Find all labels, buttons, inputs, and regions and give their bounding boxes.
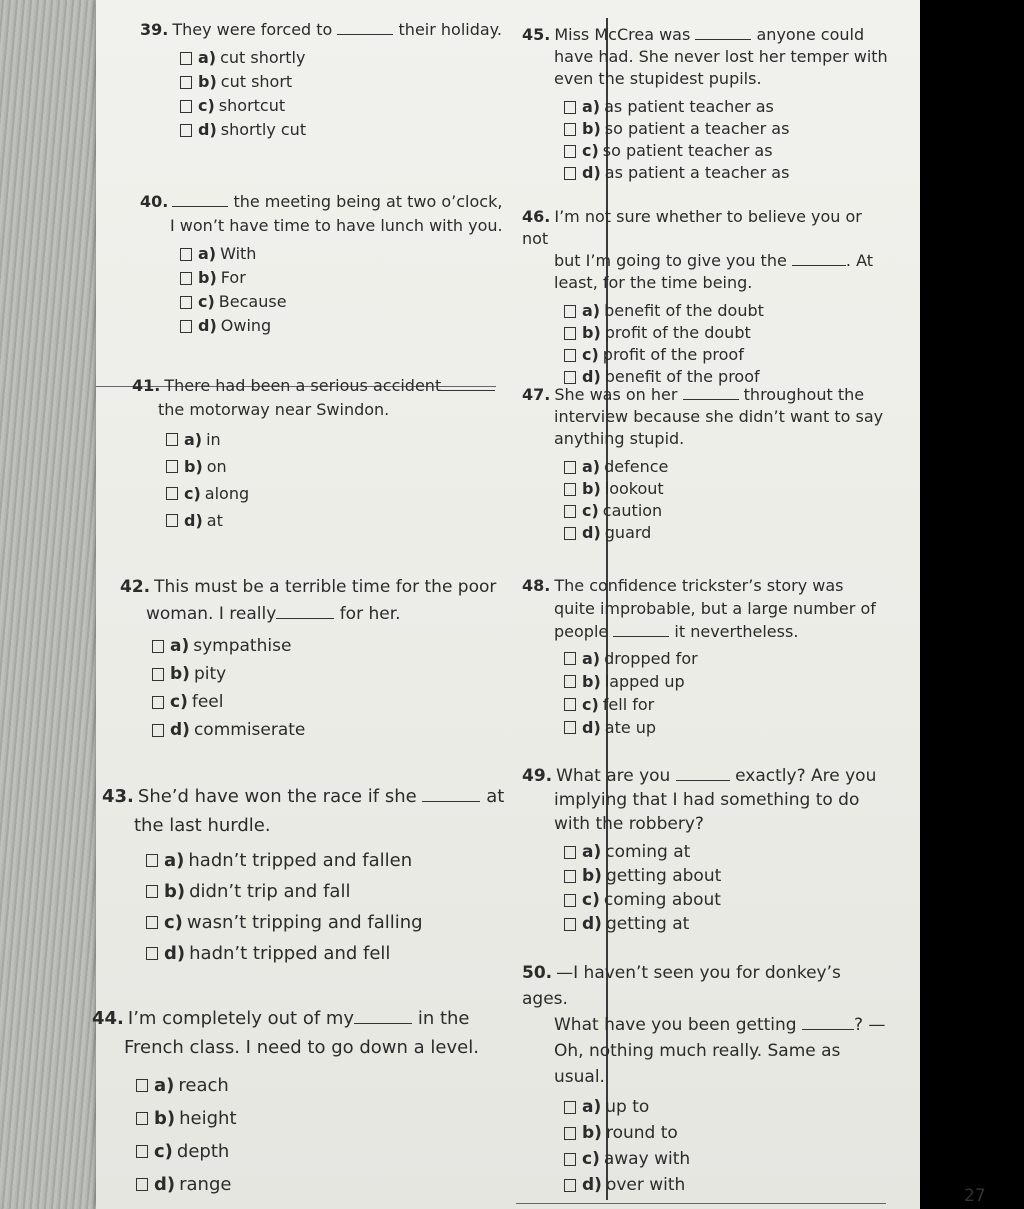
- option-text: feel: [191, 692, 224, 712]
- checkbox[interactable]: [152, 640, 164, 653]
- answer-blank: [354, 1023, 412, 1024]
- option-d[interactable]: [564, 716, 892, 739]
- question-text: Miss McCrea was: [554, 25, 691, 44]
- question-39: [140, 18, 560, 142]
- option-text: in: [206, 430, 221, 449]
- option-c[interactable]: [564, 888, 892, 912]
- question-text: woman. I really: [146, 604, 277, 624]
- option-c[interactable]: [146, 908, 572, 937]
- checkbox[interactable]: [136, 1145, 148, 1158]
- question-number: 45.: [522, 25, 551, 44]
- option-text: height: [179, 1108, 237, 1129]
- question-text: the last hurdle.: [134, 815, 271, 836]
- answer-blank: [613, 636, 669, 637]
- checkbox[interactable]: [146, 885, 158, 898]
- checkbox[interactable]: [180, 320, 192, 333]
- checkbox[interactable]: [564, 371, 576, 384]
- question-text: throughout the: [743, 385, 865, 404]
- answer-blank: [172, 206, 228, 207]
- option-c[interactable]: [564, 140, 892, 162]
- option-a[interactable]: [146, 846, 572, 875]
- option-c[interactable]: [136, 1136, 572, 1167]
- question-text: in the: [417, 1008, 470, 1029]
- option-letter: a): [582, 97, 601, 116]
- question-number: 41.: [132, 376, 161, 395]
- question-41: [132, 374, 562, 534]
- page-number: 27: [964, 1186, 986, 1206]
- option-letter: a): [198, 48, 217, 67]
- option-d[interactable]: [564, 162, 892, 184]
- question-text: She’d have won the race if she: [137, 786, 417, 807]
- option-letter: c): [154, 1141, 173, 1162]
- option-b[interactable]: [146, 877, 572, 906]
- option-letter: c): [198, 96, 215, 115]
- worksheet-page: [92, 0, 986, 1209]
- answer-blank: [683, 399, 739, 400]
- option-letter: b): [154, 1108, 176, 1129]
- checkbox[interactable]: [564, 1101, 576, 1114]
- option-text: on: [206, 457, 227, 476]
- question-40: [140, 190, 560, 338]
- option-text: commiserate: [193, 720, 306, 740]
- option-a[interactable]: [152, 632, 560, 660]
- question-number: 43.: [102, 786, 134, 807]
- option-text: coming about: [603, 890, 721, 910]
- option-letter: d): [198, 316, 217, 335]
- answer-blank: [441, 390, 495, 391]
- option-text: cut short: [220, 72, 293, 91]
- question-text: interview because she didn’t want to say anything stupid.: [554, 407, 884, 448]
- question-number: 40.: [140, 192, 169, 211]
- checkbox[interactable]: [166, 487, 178, 500]
- option-text: dropped for: [604, 649, 698, 668]
- answer-blank: [422, 801, 480, 802]
- question-45: [522, 24, 892, 184]
- option-a[interactable]: [166, 426, 562, 453]
- option-letter: b): [164, 881, 186, 902]
- question-number: 39.: [140, 20, 169, 39]
- checkbox[interactable]: [564, 101, 576, 114]
- checkbox[interactable]: [166, 460, 178, 473]
- option-b[interactable]: [564, 670, 892, 693]
- option-b[interactable]: [136, 1103, 572, 1134]
- option-a[interactable]: [564, 840, 892, 864]
- question-42: [120, 574, 560, 744]
- option-text: as patient a teacher as: [604, 163, 790, 182]
- option-letter: a): [154, 1075, 175, 1096]
- option-text: along: [204, 484, 250, 503]
- separator-line: [516, 1203, 886, 1204]
- question-number: 50.: [522, 963, 553, 983]
- question-text: The confidence trickster’s story was: [554, 576, 844, 595]
- option-text: fell for: [602, 695, 655, 714]
- checkbox[interactable]: [564, 349, 576, 362]
- option-text: getting at: [605, 914, 690, 934]
- checkbox[interactable]: [152, 724, 164, 737]
- option-letter: b): [184, 457, 203, 476]
- option-text: reach: [178, 1075, 229, 1096]
- question-number: 42.: [120, 577, 151, 597]
- option-a[interactable]: [180, 46, 560, 70]
- checkbox[interactable]: [564, 505, 576, 518]
- option-letter: b): [198, 72, 217, 91]
- option-letter: a): [198, 244, 217, 263]
- option-letter: d): [184, 511, 203, 530]
- question-text: ? —Oh, nothing much really. Same as usual.: [554, 1015, 886, 1087]
- option-a[interactable]: [564, 1094, 892, 1120]
- option-d[interactable]: [146, 939, 572, 968]
- checkbox[interactable]: [166, 433, 178, 446]
- checkbox[interactable]: [564, 145, 576, 158]
- checkbox[interactable]: [564, 461, 576, 474]
- option-letter: c): [582, 1149, 600, 1169]
- option-b[interactable]: [564, 478, 892, 500]
- option-letter: a): [184, 430, 203, 449]
- option-letter: a): [582, 649, 601, 668]
- question-text: French class. I need to go down a level.: [124, 1037, 479, 1058]
- question-text: at: [486, 786, 505, 807]
- checkbox[interactable]: [564, 1153, 576, 1166]
- question-text: for her.: [339, 604, 401, 624]
- option-letter: b): [582, 323, 601, 342]
- option-letter: d): [582, 1175, 602, 1195]
- option-b[interactable]: [564, 1120, 892, 1146]
- option-c[interactable]: [152, 688, 560, 716]
- option-b[interactable]: [564, 864, 892, 888]
- option-b[interactable]: [166, 453, 562, 480]
- checkbox[interactable]: [564, 675, 576, 688]
- checkbox[interactable]: [180, 248, 192, 261]
- checkbox[interactable]: [564, 1179, 576, 1192]
- option-letter: d): [164, 943, 186, 964]
- question-number: 47.: [522, 385, 551, 404]
- question-text: quite improbable, but a large number of people: [554, 599, 876, 641]
- option-letter: a): [582, 457, 601, 476]
- option-text: Because: [218, 292, 287, 311]
- option-text: depth: [176, 1141, 230, 1162]
- option-b[interactable]: [180, 266, 560, 290]
- option-letter: c): [582, 695, 599, 714]
- answer-blank: [792, 265, 846, 266]
- option-text: up to: [605, 1097, 650, 1117]
- option-letter: c): [170, 692, 188, 712]
- option-d[interactable]: [166, 507, 562, 534]
- option-text: hadn’t tripped and fallen: [188, 850, 413, 871]
- answer-blank: [676, 780, 730, 781]
- option-b[interactable]: [180, 70, 560, 94]
- option-d[interactable]: [180, 314, 560, 338]
- option-letter: c): [198, 292, 215, 311]
- option-text: away with: [603, 1149, 691, 1169]
- question-text: it nevertheless.: [674, 622, 799, 641]
- checkbox[interactable]: [564, 483, 576, 496]
- option-c[interactable]: [564, 344, 892, 366]
- checkbox[interactable]: [564, 698, 576, 711]
- checkbox[interactable]: [180, 296, 192, 309]
- option-text: didn’t trip and fall: [189, 881, 351, 902]
- option-letter: b): [582, 1123, 602, 1143]
- question-number: 49.: [522, 766, 553, 786]
- option-letter: d): [582, 523, 601, 542]
- option-a[interactable]: [564, 456, 892, 478]
- option-c[interactable]: [166, 480, 562, 507]
- checkbox[interactable]: [564, 894, 576, 907]
- option-letter: c): [582, 501, 599, 520]
- checkbox[interactable]: [136, 1112, 148, 1125]
- option-text: so patient teacher as: [602, 141, 773, 160]
- option-text: profit of the proof: [602, 345, 744, 364]
- option-text: For: [220, 268, 246, 287]
- option-letter: b): [198, 268, 217, 287]
- option-c[interactable]: [564, 693, 892, 716]
- option-letter: d): [198, 120, 217, 139]
- answer-blank: [802, 1029, 854, 1030]
- checkbox[interactable]: [146, 854, 158, 867]
- question-text: exactly? Are you: [735, 766, 877, 786]
- checkbox[interactable]: [564, 870, 576, 883]
- option-letter: a): [164, 850, 185, 871]
- option-text: shortly cut: [220, 120, 307, 139]
- option-text: With: [220, 244, 257, 263]
- question-44: [92, 1004, 572, 1202]
- question-text: There had been a serious accident: [164, 376, 442, 395]
- option-b[interactable]: [152, 660, 560, 688]
- option-letter: d): [582, 163, 601, 182]
- checkbox[interactable]: [564, 721, 576, 734]
- question-text: —I haven’t seen you for donkey’s ages.: [522, 963, 841, 1009]
- option-text: profit of the doubt: [604, 323, 751, 342]
- option-letter: c): [184, 484, 201, 503]
- option-text: round to: [605, 1123, 678, 1143]
- option-d[interactable]: [564, 1172, 892, 1198]
- option-text: ate up: [604, 718, 657, 737]
- checkbox[interactable]: [564, 652, 576, 665]
- question-text: . At least, for the time being.: [554, 251, 873, 292]
- question-text: I won’t have time to have lunch with you.: [170, 216, 503, 235]
- answer-blank: [695, 39, 751, 40]
- option-text: wasn’t tripping and falling: [186, 912, 423, 933]
- option-text: coming at: [605, 842, 691, 862]
- question-43: [102, 782, 572, 970]
- option-letter: b): [582, 119, 601, 138]
- option-c[interactable]: [180, 94, 560, 118]
- question-text: She was on her: [554, 385, 678, 404]
- option-letter: c): [582, 141, 599, 160]
- option-c[interactable]: [180, 290, 560, 314]
- checkbox[interactable]: [564, 918, 576, 931]
- option-text: hadn’t tripped and fell: [189, 943, 391, 964]
- question-text: their holiday.: [398, 20, 502, 39]
- option-text: benefit of the proof: [604, 367, 760, 386]
- option-text: lapped up: [604, 672, 685, 691]
- checkbox[interactable]: [180, 124, 192, 137]
- checkbox[interactable]: [152, 696, 164, 709]
- answer-blank: [337, 34, 393, 35]
- option-letter: d): [154, 1174, 176, 1195]
- checkbox[interactable]: [166, 514, 178, 527]
- checkbox[interactable]: [180, 100, 192, 113]
- option-letter: a): [582, 301, 601, 320]
- option-text: caution: [602, 501, 663, 520]
- option-text: pity: [193, 664, 227, 684]
- option-b[interactable]: [564, 118, 892, 140]
- question-text: the motorway near Swindon.: [158, 400, 390, 419]
- question-49: [522, 764, 892, 936]
- option-text: range: [179, 1174, 232, 1195]
- checkbox[interactable]: [180, 76, 192, 89]
- question-50: [522, 960, 892, 1198]
- checkbox[interactable]: [136, 1178, 148, 1191]
- option-text: Owing: [220, 316, 272, 335]
- option-c[interactable]: [564, 1146, 892, 1172]
- option-letter: b): [582, 479, 601, 498]
- option-letter: c): [582, 345, 599, 364]
- option-text: cut shortly: [220, 48, 306, 67]
- option-letter: d): [582, 914, 602, 934]
- option-letter: b): [582, 866, 602, 886]
- question-text: What are you: [556, 766, 671, 786]
- checkbox[interactable]: [146, 947, 158, 960]
- option-text: benefit of the doubt: [604, 301, 764, 320]
- checkbox[interactable]: [564, 527, 576, 540]
- option-a[interactable]: [564, 300, 892, 322]
- option-text: shortcut: [218, 96, 286, 115]
- question-number: 46.: [522, 207, 551, 226]
- option-a[interactable]: [136, 1070, 572, 1101]
- question-47: [522, 384, 892, 544]
- option-d[interactable]: [564, 912, 892, 936]
- option-letter: d): [170, 720, 190, 740]
- checkbox[interactable]: [146, 916, 158, 929]
- option-a[interactable]: [180, 242, 560, 266]
- option-a[interactable]: [564, 96, 892, 118]
- option-d[interactable]: [152, 716, 560, 744]
- question-text: have had. She never lost her temper with even the stupidest pupils.: [554, 47, 888, 88]
- option-text: defence: [604, 457, 669, 476]
- question-text: anyone could: [756, 25, 865, 44]
- question-number: 48.: [522, 576, 551, 595]
- option-text: sympathise: [193, 636, 292, 656]
- checkbox[interactable]: [564, 123, 576, 136]
- checkbox[interactable]: [180, 52, 192, 65]
- question-text: I’m not sure whether to believe you or not: [522, 207, 862, 248]
- option-a[interactable]: [564, 647, 892, 670]
- option-letter: b): [582, 672, 601, 691]
- option-letter: c): [164, 912, 183, 933]
- option-letter: a): [582, 842, 602, 862]
- option-d[interactable]: [136, 1169, 572, 1200]
- checkbox[interactable]: [136, 1079, 148, 1092]
- option-letter: a): [170, 636, 190, 656]
- question-48: [522, 574, 892, 739]
- question-text: implying that I had something to do with the robbery?: [554, 790, 860, 834]
- question-text: but I’m going to give you the: [554, 251, 787, 270]
- checkbox[interactable]: [564, 327, 576, 340]
- checkbox[interactable]: [564, 1127, 576, 1140]
- option-c[interactable]: [564, 500, 892, 522]
- question-text: They were forced to: [172, 20, 333, 39]
- question-text: I’m completely out of my: [127, 1008, 355, 1029]
- option-d[interactable]: [180, 118, 560, 142]
- option-text: guard: [604, 523, 652, 542]
- question-text: This must be a terrible time for the poor: [154, 577, 497, 597]
- answer-blank: [276, 618, 334, 619]
- option-letter: d): [582, 367, 601, 386]
- option-text: getting about: [605, 866, 722, 886]
- option-letter: c): [582, 890, 600, 910]
- option-text: at: [206, 511, 223, 530]
- checkbox[interactable]: [564, 846, 576, 859]
- question-text: What have you been getting: [554, 1015, 797, 1035]
- option-text: as patient teacher as: [604, 97, 774, 116]
- option-text: over with: [605, 1175, 686, 1195]
- checkbox[interactable]: [180, 272, 192, 285]
- option-letter: a): [582, 1097, 602, 1117]
- option-letter: b): [170, 664, 190, 684]
- option-letter: d): [582, 718, 601, 737]
- option-d[interactable]: [564, 522, 892, 544]
- option-b[interactable]: [564, 322, 892, 344]
- question-46: [522, 206, 892, 388]
- checkbox[interactable]: [564, 167, 576, 180]
- question-number: 44.: [92, 1008, 124, 1029]
- question-text: the meeting being at two o’clock,: [233, 192, 503, 211]
- option-text: so patient a teacher as: [604, 119, 790, 138]
- checkbox[interactable]: [564, 305, 576, 318]
- option-text: lookout: [604, 479, 664, 498]
- checkbox[interactable]: [152, 668, 164, 681]
